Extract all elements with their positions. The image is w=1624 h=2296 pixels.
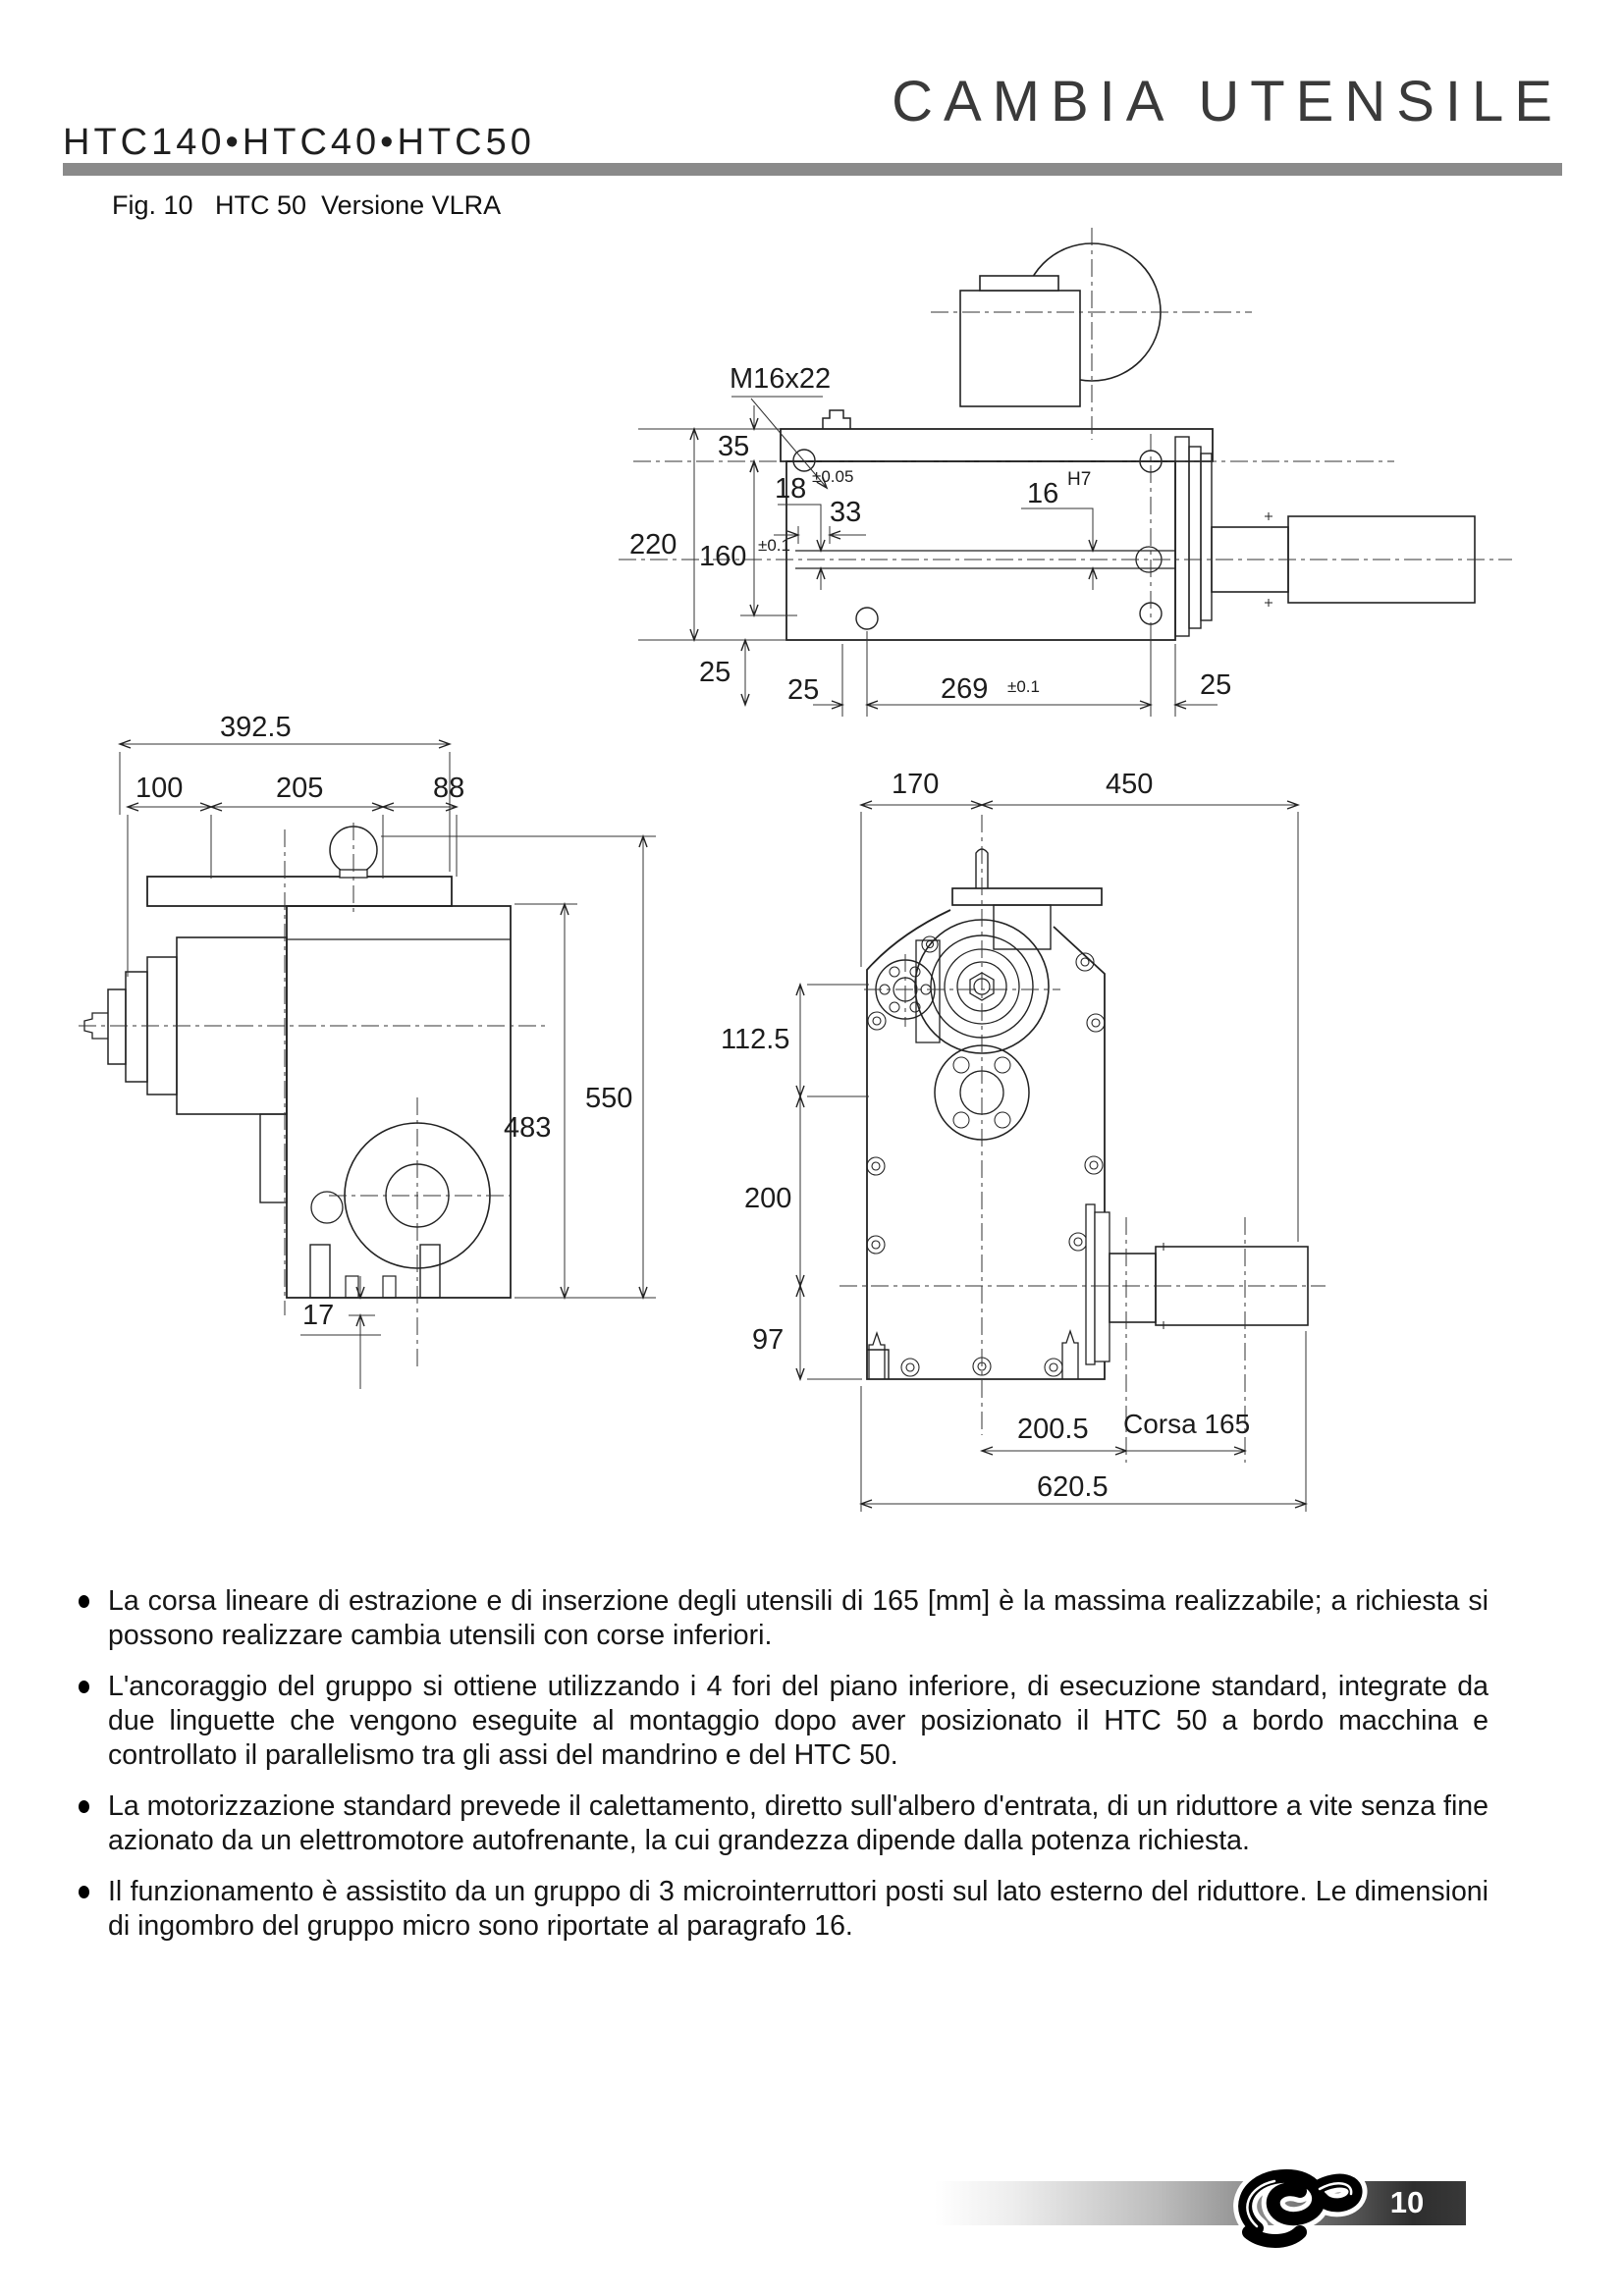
- dim-label-33: 33: [830, 497, 862, 528]
- note-item: [79, 1875, 1489, 1944]
- dim-label-550: 550: [585, 1083, 633, 1114]
- cover-screws: [867, 936, 1105, 1376]
- dim-label-16: 16: [1027, 478, 1059, 509]
- page-number: 10: [1389, 2185, 1425, 2219]
- dim-label-483: 483: [504, 1112, 552, 1144]
- dim-tol-269: ±0.1: [1007, 677, 1040, 696]
- notes-list: [79, 1584, 1489, 1960]
- bullet-icon: [79, 1875, 108, 1944]
- page-title: CAMBIA UTENSILE: [892, 70, 1563, 133]
- dim-label-thread: M16x22: [730, 363, 832, 395]
- figure-caption: Fig. 10 HTC 50 Versione VLRA: [112, 190, 502, 220]
- dim-label-200: 200: [744, 1183, 792, 1214]
- dim-label-88: 88: [433, 773, 465, 804]
- dim-label-170: 170: [892, 769, 940, 800]
- dim-label-112-5: 112.5: [721, 1024, 790, 1055]
- top-view-drawing: [619, 228, 1512, 717]
- dim-label-25-right: 25: [1200, 669, 1232, 701]
- header-models: HTC140•HTC40•HTC50: [63, 122, 535, 163]
- dim-tol-18: ±0.05: [812, 467, 854, 486]
- side-view-drawing: [79, 744, 656, 1389]
- dim-label-97: 97: [752, 1324, 785, 1356]
- dim-fit-16: H7: [1067, 469, 1092, 490]
- dim-label-205: 205: [276, 773, 324, 804]
- dim-label-200-5: 200.5: [1017, 1414, 1089, 1445]
- note-text: Il funzionamento è assistito da un gruppo di 3 microinterruttori posti sul lato esterno del riduttore. Le dimensioni di ingombro del gruppo micro sono riportate al paragrafo 16.: [108, 1876, 1489, 1942]
- dim-tol-160: ±0.1: [758, 536, 790, 555]
- note-text: L'ancoraggio del gruppo si ottiene utilizzando i 4 fori del piano inferiore, di esecuzione standard, integrate da due linguette che vengono eseguite al montaggio dopo aver posizionato il HTC 50 a bordo macchina e controllato il parallelismo tra gli assi del mandrino e del HTC 50.: [108, 1671, 1489, 1771]
- dim-label-269: 269: [941, 673, 989, 705]
- brand-logo-icon: [1219, 2146, 1377, 2254]
- dim-label-220: 220: [629, 529, 677, 561]
- dim-label-25-left: 25: [787, 674, 820, 706]
- dim-label-392-5: 392.5: [220, 712, 292, 743]
- dim-label-160: 160: [699, 541, 747, 572]
- bullet-icon: [79, 1670, 108, 1773]
- note-item: [79, 1670, 1489, 1773]
- note-item: [79, 1789, 1489, 1858]
- dim-label-25-vertical: 25: [699, 657, 731, 688]
- dim-label-18: 18: [775, 473, 807, 505]
- dim-label-35: 35: [718, 431, 750, 462]
- note-item: [79, 1584, 1489, 1653]
- note-text: La corsa lineare di estrazione e di inserzione degli utensili di 165 [mm] è la massima realizzabile; a richiesta si possono realizzare cambia utensili con corse inferiori.: [108, 1585, 1489, 1651]
- bullet-icon: [79, 1789, 108, 1858]
- dim-label-620-5: 620.5: [1037, 1471, 1109, 1503]
- note-text: La motorizzazione standard prevede il calettamento, diretto sull'albero d'entrata, di un riduttore a vite senza fine azionato da un elettromotore autofrenante, la cui grandezza dipende dalla potenza richiesta.: [108, 1790, 1489, 1856]
- front-view-drawing: [800, 805, 1326, 1512]
- dim-label-100: 100: [135, 773, 184, 804]
- bullet-icon: [79, 1584, 108, 1653]
- dim-label-17: 17: [302, 1300, 335, 1331]
- dim-label-450: 450: [1106, 769, 1154, 800]
- dim-label-corsa: Corsa 165: [1123, 1409, 1251, 1439]
